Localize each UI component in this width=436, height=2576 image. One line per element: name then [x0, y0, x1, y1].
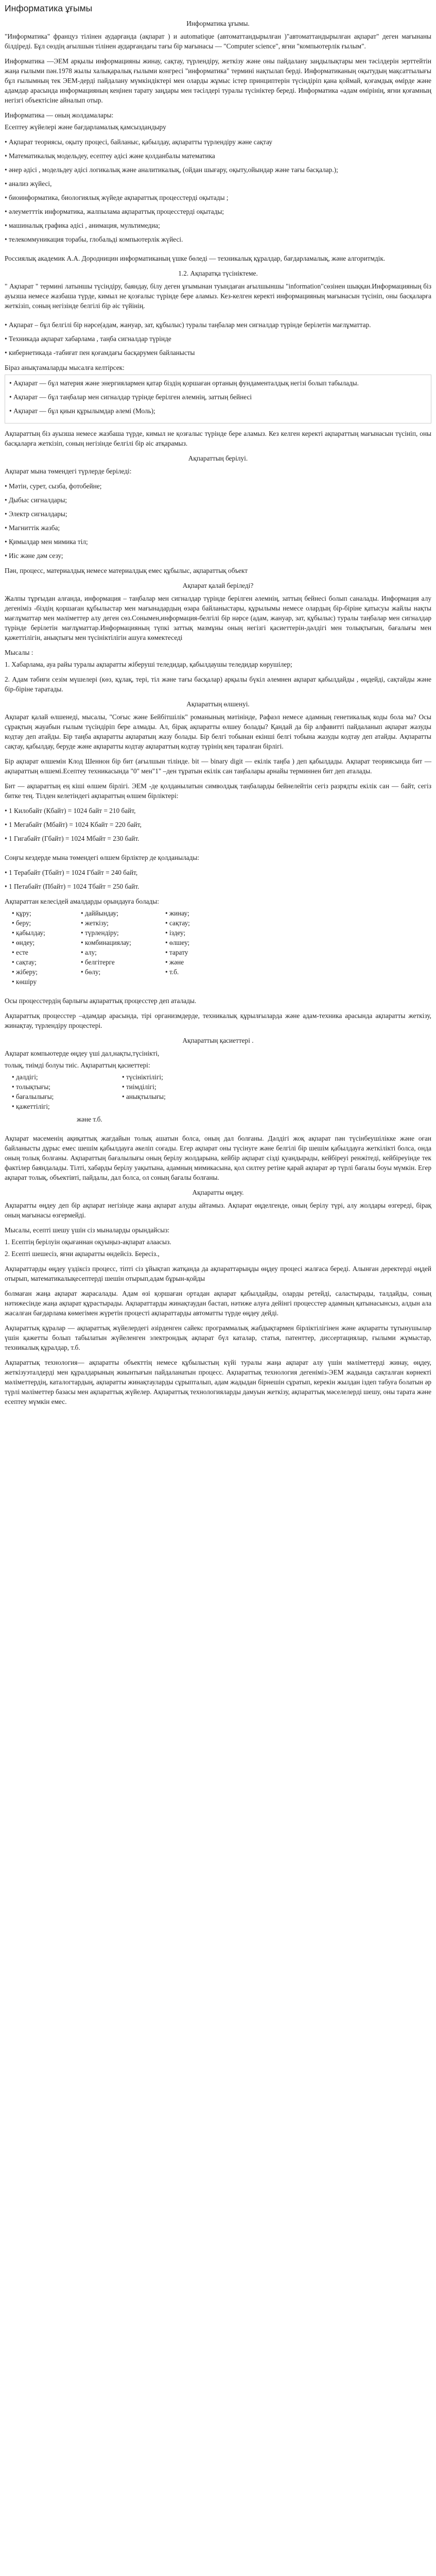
- list-item: • т.б.: [165, 967, 242, 977]
- operations-column: [5, 908, 74, 987]
- list-item: • даййындау;: [81, 908, 158, 918]
- bullet-list: [5, 320, 431, 358]
- page-title: Информатика ұғымы: [5, 3, 93, 13]
- paragraph: Ақпарат масеменің ақиқаттық жағдайын толық ашатын болса, оның дал болғаны. Дәлдігі жоқ ақпарат пән түсінбеушілікке және оған байланысты дұрыс емес шешім қабылдауға әкеліп соғады. Егер ақпарат оны түсінуге және белгілі бір шешім қабылдауға жеткілікті болса, онда оның толық болғаны. Ақпараттың бағалылығы оның берілу жолдарына, кейбір ақпарат сізді қуандырады, кейбіреуі ренжітеді, кейбіреуінде тек фактілер баяндалады. Тілті, хабарды берілу уақытына, адамның мимикасына, қол силтеу ретіне қарай ақпарат әр түрлі бағалы боуы мүмкін. Егер ақпарат толық, объектівті, пайдалы, дал болса, ол соның бағалы болғаны.: [5, 1134, 431, 1181]
- unit-list: [5, 868, 431, 891]
- paragraph: Информатика — оның жолдамалары:: [5, 111, 114, 119]
- paragraph: Ақпараттық процесстер –адамдар арасында, тірі организмдерде, техникалық құрылғыларда және адам-техника арасында ақпаратты жеткізу, жинақтау, түрлендіру процестері.: [5, 1012, 431, 1029]
- list-item: • Дыбыс сигналдары;: [5, 495, 431, 505]
- list-item: • қабылдау;: [12, 928, 74, 938]
- list-item: • сақтау;: [165, 918, 242, 928]
- list-item: • машиналық графика әдісі , анимация, мультимедиа;: [5, 221, 431, 230]
- paragraph: 1. Есептің берілуін оқығаннан оқуыңыз-ақпарат алаасыз.: [5, 1238, 171, 1246]
- list-item: • өлшеу;: [165, 938, 242, 947]
- list-item: • Ақпарат — бұл материя және энергиялармен қатар біздің қоршаған ортаның фундаменталдық негізі болып табылады.: [9, 378, 427, 388]
- paragraph: Соңғы кездерде мына төмендегі өлшем бірліктер де қолданылады:: [5, 854, 200, 861]
- paragraph: болмаған жаңа ақпарат жарасалады. Адам өзі қоршаған ортадан ақпарат қабылдайды, оларды ретейді, саластырады, талдайды, соның нәтижесінде жаңа ақпарат құрастырады. Ақпараттарды жинақтаудан бастап, нәтиже алуға дейінгі процесстер адамның қатынасынсыз, алдын ала жасалған бағдарлама көмегімен жүретін процесті ақпараттарды автоматты түрде өңдеу дейді.: [5, 1290, 431, 1317]
- list-item: • жинау;: [165, 908, 242, 918]
- definitions-box: [5, 375, 431, 423]
- paragraph: Пән, процесс, материалдық немесе материалдық емес құбылыс, ақпараттық объект: [5, 567, 248, 574]
- list-item: • Ақпарат — бұл қиын құрылымдар әлемі (Моль);: [9, 406, 427, 416]
- list-item: • Иіс және дәм сезу;: [5, 551, 431, 561]
- properties-columns: [5, 1072, 431, 1111]
- list-item: • есте: [12, 947, 74, 957]
- list-item: • өндеу;: [12, 938, 74, 947]
- list-item: • Ақпарат теориясы, оқыту процесі, байланыс, қабылдау, ақпаратты түрлендіру және сақтау: [5, 137, 431, 147]
- paragraph: Мысалы :: [5, 649, 33, 656]
- list-item: • белгітерге: [81, 957, 158, 967]
- paragraph: "Информатика" француз тілінен аударғанда (ақпарат ) и automatique (автоматтандырылған )"автоматтандырылған ақпарат" деген мағынаны білдіреді. Бұл сөздің ағылшын тілінен аударғандағы тағы бір мағынасы — "Computer science", яғни "компьютерлік ғылым".: [5, 32, 431, 50]
- list-item: • 1 Килобайт (Кбайт) = 1024 байт = 210 байт,: [5, 806, 431, 816]
- list-item: • толықтығы;: [12, 1082, 115, 1092]
- paragraph: " Ақпарат " термині латыншы түсіндіру, баяндау, білу деген ұғымынан туындаған ағылшыншы "information"сөзінен шыққан.Информацияның біз ауызша немесе жазбаша түрде, кимыл не қозғалыс түрінде бере аламыз. Кез-келген керекті информацияның мағынасын түсініп, оны басқаларға жеткізіп, соның негізінде белгілі бір әіс түйінің.: [5, 282, 431, 310]
- section-heading: Ақпараттың өлшенуі.: [186, 700, 250, 708]
- list-item: • Ақпарат – бұл белгілі бір нәрсе(адам, жануар, зат, құбылыс) туралы таңбалар мен сигналдар түрінде берілетін мағлұматтар.: [5, 320, 431, 330]
- list-item: • және: [165, 957, 242, 967]
- list-item: • қажеттілігі;: [12, 1101, 115, 1111]
- list-item: • Магниттік жазба;: [5, 523, 431, 533]
- list-item: • бағалылығы;: [12, 1092, 115, 1101]
- list-item: • дәлдігі;: [12, 1072, 115, 1082]
- paragraph: Мысалы, есепті шешу үшін сіз мыналарды орындайсыз:: [5, 1226, 170, 1234]
- list-item: • комбинациялау;: [81, 938, 158, 947]
- list-item: • 1 Терабайт (Тбайт) = 1024 Гбайт = 240 байт,: [5, 868, 431, 877]
- paragraph: Ақпараттан келесідей амалдарды орындауға болады:: [5, 897, 159, 905]
- list-item: • 1 Мегабайт (Мбайт) = 1024 Кбайт = 220 байт,: [5, 820, 431, 829]
- paragraph: Есептеу жүйелері және бағдарламалық қамсыздандыру: [5, 123, 166, 131]
- paragraph: Ақпарат мына төмендегі түрлерде беріледі:: [5, 467, 132, 475]
- unit-list: [5, 806, 431, 843]
- list-item: • анализ жүйесі,: [5, 179, 431, 189]
- paragraph: Ақпараттарды өңдеу үздіксіз процесс, тіпті сіз ұйықтап жатқанда да ақпараттарыңды өңдеу процесі жалғаса береді. Алынған деректерді өңдей отырып, математикалықесептерді шешін отырып,адам бұрын-қойды: [5, 1265, 431, 1282]
- list-item: • құру;: [12, 908, 74, 918]
- paragraph: Бит — ақпараттың ең кіші өлшем бірлігі. ЭЕМ -де қолданылатын символдық таңбаларды бейнелейтін сегіз разрядты екілік сан — байт, сегіз битке тең. Тілден келетіндегі ақпараттың өлшем бірліктері:: [5, 782, 431, 800]
- list-item: • 1 Петабайт (Пбайт) = 1024 Тбайт = 250 байт.: [5, 882, 431, 891]
- list-item: • сақтау;: [12, 957, 74, 967]
- paragraph: Россиялық академик А.А. Дородницин информатиканың үшке бөледі — техникалық құралдар, бағдарламалық, және алгоритмдік.: [5, 255, 386, 262]
- properties-tail: және т.б.: [77, 1115, 102, 1123]
- list-item: • биоинформатика, биологиялық жүйеде ақпараттық процесстерді оқытады ;: [5, 193, 431, 202]
- section-heading: Ақпараттың қасиеттері .: [182, 1037, 254, 1044]
- list-item: • анықтылығы;: [122, 1092, 225, 1101]
- list-item: • түсініктілігі;: [122, 1072, 225, 1082]
- paragraph: Ақпарат қалай өлшенеді, мысалы, "Соғыс және Бейбітшілік" романының мәтінінде, Рафаэл немесе адамның генетикалық коды бола ма? Осы сұрақтың жауабын ғылым түсіндіріп бере алмады. Ал, бірақ ақпаратты өлшеу болады? Қандай да бір алфавитті пайдаланып ақпарат жазуды кодтау деп атайды. Бір таңба ақпаратты ақпаратың жазу болады. Бір белгі тобынан екінші белгі тобына жазуды кодтау деп атайды. Ақпаратты сақтау, қабылдау, беруде және ақпаратты кодтау ақпараттың кодтау түрінің кең таралған бірлігі.: [5, 713, 431, 750]
- section-heading: Ақпаратты өңдеу.: [192, 1189, 244, 1196]
- paragraph: толық, тиімді болуы тиіс. Ақпараттың қасиеттері:: [5, 1061, 150, 1069]
- paragraph: 2. Адам тәбиғи сезім мүшелері (көз, құлақ, тері, тіл және тағы басқалар) арқылы бүкіл әлемнен ақпарат қабылдайды , өңдейді, сақтайды және бір-біріне таратады.: [5, 675, 431, 693]
- operations-columns: [5, 908, 431, 987]
- paragraph: Ақпаратты өңдеу деп бір ақпарат негізінде жаңа ақпарат алуды айтамыз. Ақпарат өңделгенде, оның берілу түрі, алу жолдары өзгереді, бірақ оның мағынасы өзгермейді.: [5, 1201, 431, 1219]
- section-heading: Информатика ұғымы.: [186, 20, 250, 27]
- paragraph: Осы процесстердің барлығы ақпараттық процесстер деп аталады.: [5, 997, 197, 1005]
- list-item: • көшіру: [12, 977, 74, 987]
- bullet-list: [9, 378, 427, 416]
- paragraph: Ақпарат компьютерде өңдеу үші дал,нақты,түсінікті,: [5, 1049, 160, 1057]
- list-item: • кибернетикада -табиғат пен қоғамдағы басқарумен байланысты: [5, 348, 431, 358]
- operations-column: [158, 908, 242, 987]
- paragraph: Біраз анықтамаларды мысалға келтірсек:: [5, 364, 125, 371]
- bullet-list: [5, 481, 431, 561]
- paragraph: 2. Есепті шешесіз, яғни ақпаратты өндейсіз. Береcіз.,: [5, 1250, 160, 1258]
- paragraph: Бір ақпарат өлшемін Клод Шеннон бір бит (ағылшын тілінде. bit — binary digit — екілік таңба ) деп қабылдады. Ақпарат теориясында бит — ақпараттың өлшемі.Есептеу техникасында "0" мен"1" –ден тұратын екілік сан таңбалары арнайы терминнен бит деп аталады.: [5, 757, 431, 775]
- paragraph: Информатика —ЭЕМ арқылы информацияны жинау, сақтау, түрлендіру, жеткізу және оны пайдалану заңдылықтары мен тәсілдерін зерттейтін жаңа ғылыми пән.1978 жылы халықаралық ғылыми конгресі "информатика" термині нақтылап берді. Информатиканың оқытудың мақсаттылығы бұл ғылымның тек ЭЕМ-дерді пайдалану мүмкіндіктері мен оларды жұмыс істер принциптерін түсіндіріп қана қоймай, қоғамдық өмірде және адамдар арасында информацияның кеңінен тарату заңдары мен тәсілдері туралы түсініктер береді. Информатика «адам өмірінің, яғни қоғамның негізгі объектісіне айналып отыр.: [5, 57, 431, 104]
- list-item: • бөлу;: [81, 967, 158, 977]
- paragraph: 1. Хабарлама, ауа райы туралы ақпаратты жіберуші теледидар, қабылдаушы теледидар көрушілер;: [5, 660, 292, 668]
- list-item: • жеткізу;: [81, 918, 158, 928]
- list-item: • тарату: [165, 947, 242, 957]
- section-heading: 1.2. Ақпаратқа түсініктеме.: [178, 269, 258, 277]
- section-heading: Ақпараттың берілуі.: [188, 454, 248, 462]
- list-item: • Электр сигналдары;: [5, 509, 431, 519]
- list-item: • 1 Гигабайт (Гбайт) = 1024 Мбайт = 230 байт.: [5, 834, 431, 843]
- bullet-list: [5, 137, 431, 244]
- list-item: • Математикалық модельдеу, есептеу әдісі және қолданбалы математика: [5, 151, 431, 161]
- paragraph: Ақпараттық құралар — ақпараттық жүйелердегі әзірденген сайекс программалық жабдықтармен бірліктілігінен және ақпаратты тұтынушылар үшін қажетты болып табылатын жүйеленген электрондық ақпарат бүл каталар, статья, патенттер, диссертациялар, ғылыми жұмыстар, техникалық құралдар, т.б.: [5, 1324, 431, 1351]
- list-item: • Қимылдар мен мимика тіл;: [5, 537, 431, 547]
- paragraph: Жалпы тұрғыдан алғанда, информация – таңбалар мен сигналдар түрінде берілген әлемнің, заттың бейнесі болып саналады. Информация алу дегеніміз -біздің қоршаған құбылыстар мен мағынадардың өзара байланыстары, құрылымы немесе олардың бір-біріне қатысуы жайлы нақты мағлұматтар мен мәліметтер алу деген сөз.Сонымен,информация-белгілі бір нәрсе (адам, жануар, зат, құбылыс) туралы таңбалар мен сигналдар түрінде берілетін мағлұматтар.Информацияның түпкі заттық мазмұны оның негізгі қасиеттерін-дәлдігі мен толықтығын, бағалығы мен қажеттілігін, анықтығы мен түсініктілігін ашуға көмектеседі: [5, 595, 431, 641]
- list-item: • Мәтін, сурет, сызба, фотобейне;: [5, 481, 431, 491]
- list-item: • әнер әдісі , модельдеу әдісі логикалық және аналитикалық, (ойдан шығару, оқыту,ойындар және тағы басқалар.);: [5, 165, 431, 175]
- list-item: • телекоммуникация торабы, глобальді компьютерлік жүйесі.: [5, 234, 431, 244]
- list-item: • әлеуметттік информатика, жалпылама ақпараттық процесстерді оқытады;: [5, 207, 431, 216]
- list-item: • іздеу;: [165, 928, 242, 938]
- list-item: • түрлендіру;: [81, 928, 158, 938]
- list-item: • беру;: [12, 918, 74, 928]
- list-item: • алу;: [81, 947, 158, 957]
- properties-column: [5, 1072, 115, 1111]
- list-item: • жіберу;: [12, 967, 74, 977]
- properties-column: [115, 1072, 225, 1111]
- section-heading: Ақпарат қалай беріледі?: [182, 582, 254, 589]
- operations-column: [74, 908, 158, 987]
- list-item: • Ақпарат — бұл таңбалар мен сигналдар түрінде берілген әлемнің, заттың бейнесі: [9, 392, 427, 402]
- list-item: • Техникада ақпарат хабарлама , таңба сигналдар түрінде: [5, 334, 431, 344]
- list-item: • тиімділігі;: [122, 1082, 225, 1092]
- paragraph: Ақпараттың біз ауызша немесе жазбаша түрде, кимыл не қозғалыс түрінде бере аламыз. Кез келген керекті ақпараттың мағынасын түсініп, оны басқаларға жеткізіп, соның негізінде белгілі бір әіс атқарамыз.: [5, 430, 431, 447]
- paragraph: Ақпараттық технология— ақпаратты объекттің немесе құбылыстың күйі туралы жаңа ақпарат алу үшін мәліметтерді жинау, өңдеу, жеткізуэталдерді мен құралдарының жиынтығын пайдаланатын процесс. Ақпараттық технология дегеніміз-ЭЕМ жадында сақталған көрнекті мәліметтердің, каталогтардың, ақпаратты жинақтауларды сұрыпталып, адам жадыдан бірнешін сұратып, керекін жылдан іздеп табуға болатын әр түрлі мәліметтер базасы мен ақпараттық жүйелер. Ақпараттық технологияларды дамуын жеткізу, ақпараттық мәселелерді шешу, оны тарата және есептеу мүмкін емес.: [5, 1359, 431, 1405]
